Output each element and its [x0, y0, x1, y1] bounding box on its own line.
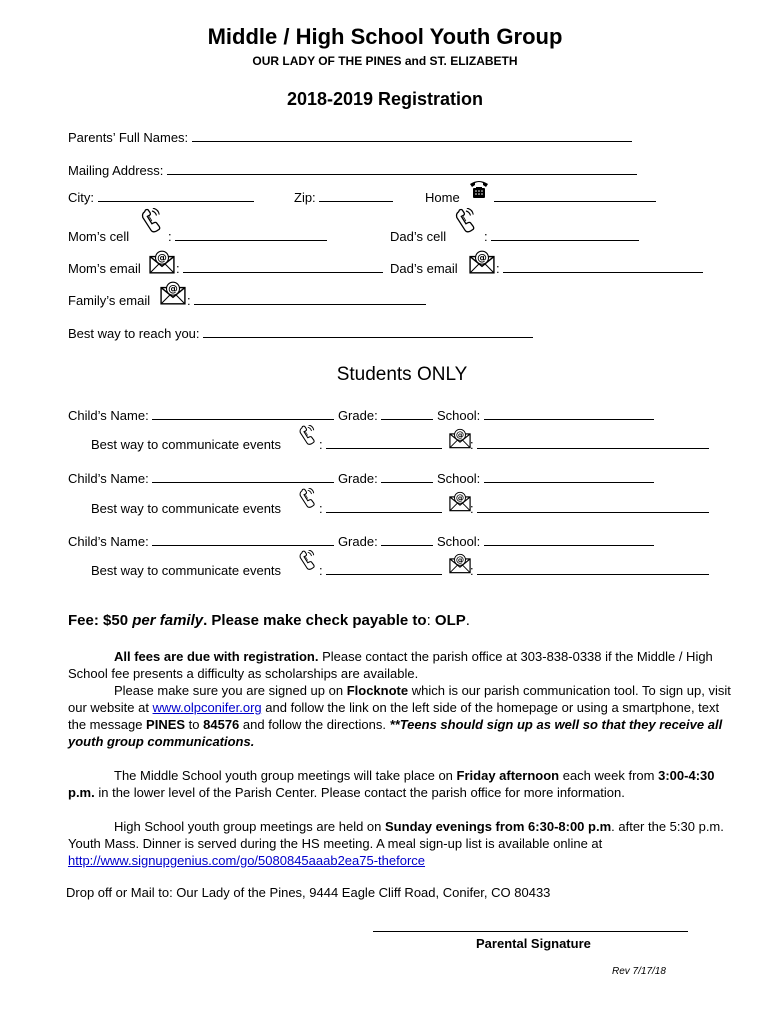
email-icon [469, 250, 495, 274]
middle-school-paragraph [68, 767, 734, 801]
fee-line [68, 612, 470, 629]
moms-email-row [176, 261, 383, 276]
child-name-label: Child’s Name: [68, 471, 149, 486]
flocknote-paragraph [68, 682, 734, 750]
email-icon [160, 281, 186, 305]
best-way-field[interactable] [203, 326, 533, 338]
moms-cell-colon: : [168, 229, 172, 244]
moms-cell-field[interactable] [175, 229, 327, 241]
mailing-address-field[interactable] [167, 163, 637, 175]
best-way-label: Best way to reach you: [68, 326, 200, 341]
grade-field[interactable] [381, 408, 433, 420]
best-way-events-label: Best way to communicate events [91, 437, 282, 452]
child-name-label: Child’s Name: [68, 408, 149, 423]
fee-prefix: Fee: $50 [68, 612, 133, 629]
teens-note: **Teens should sign up as well so that they receive all youth group communications. [68, 717, 723, 749]
parents-names-field[interactable] [192, 130, 632, 142]
moms-cell-row [168, 229, 327, 244]
cellphone-icon [140, 208, 162, 234]
city-row [68, 190, 254, 205]
fee-payee: OLP [434, 612, 466, 629]
email-icon [449, 491, 471, 512]
flocknote-text-a: Please make sure you are signed up on [114, 683, 347, 698]
school-label: School: [436, 471, 481, 486]
home-phone-field[interactable] [494, 190, 656, 202]
page-subtitle: OUR LADY OF THE PINES and ST. ELIZABETH [252, 54, 518, 68]
telephone-icon [468, 178, 490, 200]
sunday-bold: Sunday evenings from 6:30-8:00 p.m [385, 819, 612, 834]
best-way-events-label: Best way to communicate events [91, 501, 282, 516]
event-email-field[interactable] [477, 501, 709, 513]
zip-row [294, 190, 393, 205]
best-way-row [68, 326, 533, 341]
fees-due-bold: All fees are due with registration. [114, 649, 319, 664]
dads-cell-row [484, 229, 639, 244]
child-name-field[interactable] [152, 471, 334, 483]
flocknote-bold: Flocknote [346, 683, 409, 698]
event-cell-colon: : [319, 563, 323, 578]
family-email-row [187, 293, 426, 308]
moms-email-field[interactable] [183, 261, 383, 273]
dropoff-address: Drop off or Mail to: Our Lady of the Pines, 9444 Eagle Cliff Road, Conifer, CO 80433 [66, 885, 551, 900]
students-heading: Students ONLY [336, 364, 468, 385]
event-cell-field[interactable] [326, 501, 442, 513]
city-field[interactable] [98, 190, 254, 202]
fee-colon: : [426, 612, 435, 629]
family-email-colon: : [187, 293, 191, 308]
ms-text-a: The Middle School youth group meetings will take place on [114, 768, 457, 783]
pines-bold: PINES [146, 717, 186, 732]
cellphone-icon [298, 488, 316, 509]
cellphone-icon [298, 550, 316, 571]
email-icon [449, 553, 471, 574]
zip-field[interactable] [319, 190, 393, 202]
zip-label: Zip: [294, 190, 316, 205]
moms-cell-label: Mom’s cell [68, 229, 130, 244]
signup-link[interactable]: http://www.signupgenius.com/go/5080845aaab2ea75-theforce [68, 853, 426, 868]
child-row [68, 408, 654, 423]
dads-email-field[interactable] [503, 261, 703, 273]
info-paragraphs [68, 648, 734, 869]
city-label: City: [68, 190, 94, 205]
dads-email-row [496, 261, 703, 276]
event-email-row [470, 437, 709, 452]
hs-text-b: . after the 5:30 p.m. Youth Mass. Dinner is served during the HS meeting. A meal sign-up list is available online at [68, 819, 724, 851]
flocknote-text-d: and follow the directions. [239, 717, 390, 732]
email-icon [149, 250, 175, 274]
event-cell-field[interactable] [326, 437, 442, 449]
school-field[interactable] [484, 534, 654, 546]
flocknote-text-c: and follow the link on the left side of the homepage or using a smartphone, text the message [68, 700, 720, 732]
ms-text-c: in the lower level of the Parish Center. Please contact the parish office for more information. [94, 785, 625, 800]
registration-heading: 2018-2019 Registration [286, 89, 484, 109]
event-cell-row [319, 563, 442, 578]
dads-email-colon: : [496, 261, 500, 276]
family-email-label: Family’s email [68, 293, 151, 308]
event-email-row [470, 501, 709, 516]
event-cell-colon: : [319, 437, 323, 452]
mailing-address-row [68, 163, 637, 178]
fees-paragraph [68, 648, 734, 682]
moms-email-label: Mom’s email [68, 261, 141, 276]
child-row [68, 534, 654, 549]
family-email-field[interactable] [194, 293, 426, 305]
revision-date: Rev 7/17/18 [612, 966, 666, 977]
event-cell-row [319, 437, 442, 452]
event-email-field[interactable] [477, 437, 709, 449]
school-label: School: [436, 534, 481, 549]
child-name-label: Child’s Name: [68, 534, 149, 549]
fees-rest: Please contact the parish office at 303-838-0338 if the Middle / High School fee presents a difficulty as scholarships are available. [68, 649, 713, 681]
ms-text-b: each week from [559, 768, 659, 783]
signature-label: Parental Signature [476, 936, 591, 951]
flocknote-text-to: to [185, 717, 204, 732]
friday-bold: Friday afternoon [456, 768, 560, 783]
cellphone-icon [454, 208, 476, 234]
dads-cell-label: Dad’s cell [390, 229, 447, 244]
page-title: Middle / High School Youth Group [207, 24, 563, 49]
high-school-paragraph [68, 818, 734, 869]
event-email-colon: : [470, 437, 474, 452]
event-email-colon: : [470, 501, 474, 516]
event-cell-row [319, 501, 442, 516]
email-icon [449, 428, 471, 449]
dads-cell-colon: : [484, 229, 488, 244]
child-name-field[interactable] [152, 408, 334, 420]
number-bold: 84576 [203, 717, 240, 732]
best-way-events-label: Best way to communicate events [91, 563, 282, 578]
home-label: Home [425, 190, 460, 205]
fee-end: . [465, 612, 470, 629]
cellphone-icon [298, 425, 316, 446]
parents-names-label: Parents’ Full Names: [68, 130, 189, 145]
child-name-field[interactable] [152, 534, 334, 546]
flocknote-text-b: which is our parish communication tool. To sign up, visit our website at [68, 683, 731, 715]
event-cell-field[interactable] [326, 563, 442, 575]
school-field[interactable] [484, 408, 654, 420]
parents-names-row [68, 130, 632, 145]
fee-middle: . Please make check payable to [203, 612, 427, 629]
grade-label: Grade: [337, 471, 378, 486]
event-cell-colon: : [319, 501, 323, 516]
grade-label: Grade: [337, 534, 378, 549]
event-email-row [470, 563, 709, 578]
dads-email-label: Dad’s email [390, 261, 458, 276]
moms-email-colon: : [176, 261, 180, 276]
fee-per-family: per family [132, 612, 204, 629]
event-email-field[interactable] [477, 563, 709, 575]
grade-label: Grade: [337, 408, 378, 423]
child-row [68, 471, 654, 486]
dads-cell-field[interactable] [491, 229, 639, 241]
mailing-address-label: Mailing Address: [68, 163, 164, 178]
website-link[interactable]: www.olpconifer.org [152, 700, 262, 715]
grade-field[interactable] [381, 534, 433, 546]
signature-line[interactable] [373, 931, 688, 932]
hs-text-a: High School youth group meetings are held on [114, 819, 386, 834]
grade-field[interactable] [381, 471, 433, 483]
school-field[interactable] [484, 471, 654, 483]
ms-time-bold: 3:00-4:30 p.m. [68, 768, 715, 800]
school-label: School: [436, 408, 481, 423]
home-phone-row [494, 190, 656, 205]
event-email-colon: : [470, 563, 474, 578]
